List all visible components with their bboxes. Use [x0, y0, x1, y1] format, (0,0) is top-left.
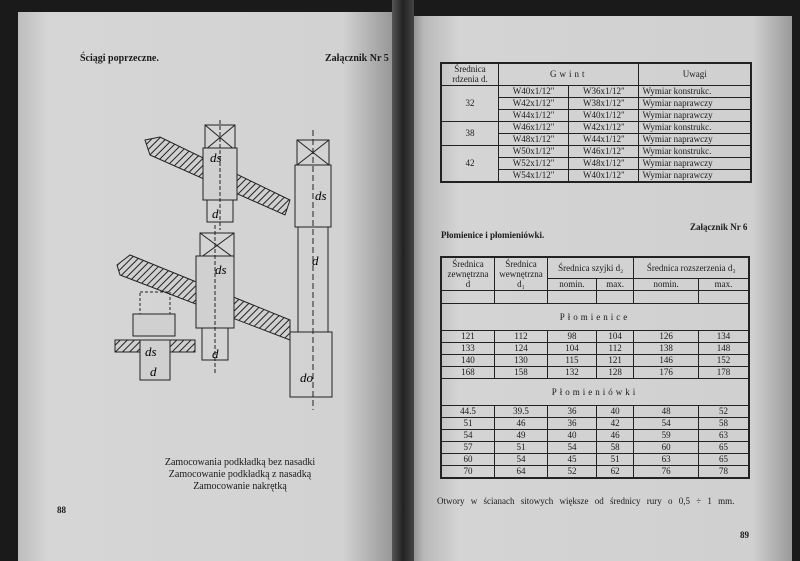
th-neck-diameter: Średnica szyjki d₂ [548, 257, 634, 279]
cell: 46 [495, 418, 548, 430]
th-inner-diameter: Średnica wewnętrzna d₁ [495, 257, 548, 291]
table-row [441, 418, 749, 430]
table-row [441, 466, 749, 479]
table-row [441, 430, 749, 442]
cell-note: Wymiar naprawczy [639, 157, 751, 169]
cell: 128 [596, 367, 634, 379]
right-page-number: 89 [740, 530, 749, 540]
cell: 104 [596, 331, 634, 343]
cell: 36 [548, 418, 597, 430]
label-do: do [300, 370, 313, 385]
th-thread: Gwint [499, 63, 639, 85]
cell: 158 [495, 367, 548, 379]
th-nomin: nomin. [548, 279, 597, 291]
cell: 51 [596, 454, 634, 466]
cell-note: Wymiar konstrukc. [639, 121, 751, 133]
cell: 70 [441, 466, 495, 479]
section-plomieniowki: Płomieniówki [441, 379, 749, 406]
section-title: Płomienice i płomieniówki. [441, 230, 545, 240]
cell: 59 [634, 430, 699, 442]
cell: 78 [698, 466, 749, 479]
cell: 48 [634, 406, 699, 418]
label-d-2: d [212, 346, 219, 361]
table-row [441, 343, 749, 355]
th-nomin: nomin. [634, 279, 699, 291]
cell: 126 [634, 331, 699, 343]
caption-line-3: Zamocowanie nakrętką [193, 481, 287, 492]
th-diameter: Średnica rdzenia d. [441, 63, 499, 85]
cell-thread-2: W44x1/12" [569, 133, 639, 145]
cell-thread-1: W52x1/12" [499, 157, 569, 169]
flue-tube-table [440, 256, 750, 479]
footnote: Otwory w ścianach sitowych większe od średnicy rury o 0,5 ÷ 1 mm. [437, 496, 735, 506]
cell: 40 [596, 406, 634, 418]
label-d-4: d [312, 253, 319, 268]
th-expansion-diameter: Średnica rozszerzenia d₃ [634, 257, 749, 279]
cell: 62 [596, 466, 634, 479]
cell-thread-2: W46x1/12" [569, 145, 639, 157]
cell-thread-2: W40x1/12" [569, 109, 639, 121]
cell-note: Wymiar naprawczy [639, 169, 751, 182]
left-header-title: Ściągi poprzeczne. [80, 53, 159, 64]
cell: 60 [441, 454, 495, 466]
cell-note: Wymiar konstrukc. [639, 85, 751, 97]
table-row [441, 355, 749, 367]
cell: 168 [441, 367, 495, 379]
cell-d: 32 [441, 85, 499, 121]
cell-d: 42 [441, 145, 499, 182]
cell: 148 [698, 343, 749, 355]
cell: 124 [495, 343, 548, 355]
cell: 140 [441, 355, 495, 367]
cell: 60 [634, 442, 699, 454]
caption-line-1: Zamocowania podkładką bez nasadki [164, 457, 316, 468]
label-ds-2: ds [315, 188, 327, 203]
cell: 63 [698, 430, 749, 442]
cell: 104 [548, 343, 597, 355]
cell-d: 38 [441, 121, 499, 145]
cell: 132 [548, 367, 597, 379]
section-plomienice: Płomienice [441, 304, 749, 331]
cell: 65 [698, 454, 749, 466]
cell-thread-1: W42x1/12" [499, 97, 569, 109]
cell: 65 [698, 442, 749, 454]
cell: 98 [548, 331, 597, 343]
cell-thread-1: W54x1/12" [499, 169, 569, 182]
cell: 176 [634, 367, 699, 379]
cell: 58 [596, 442, 634, 454]
cell: 115 [548, 355, 597, 367]
cell-thread-1: W40x1/12" [499, 85, 569, 97]
cell-thread-1: W48x1/12" [499, 133, 569, 145]
cell: 138 [634, 343, 699, 355]
cell: 121 [441, 331, 495, 343]
cell-thread-2: W48x1/12" [569, 157, 639, 169]
label-ds-4: ds [145, 344, 157, 359]
annex-6-label: Załącznik Nr 6 [690, 222, 748, 232]
cell: 178 [698, 367, 749, 379]
label-d-3: d [150, 364, 157, 379]
cell: 52 [548, 466, 597, 479]
cell: 36 [548, 406, 597, 418]
cell: 133 [441, 343, 495, 355]
cell: 42 [596, 418, 634, 430]
cell-thread-2: W40x1/12" [569, 169, 639, 182]
cell: 152 [698, 355, 749, 367]
cell: 134 [698, 331, 749, 343]
th-max: max. [698, 279, 749, 291]
label-ds-3: ds [215, 262, 227, 277]
cell: 130 [495, 355, 548, 367]
cell: 52 [698, 406, 749, 418]
table-row [441, 85, 751, 97]
label-ds-1: ds [210, 150, 222, 165]
cell-thread-2: W42x1/12" [569, 121, 639, 133]
table-row [441, 406, 749, 418]
cell: 51 [495, 442, 548, 454]
cell: 54 [634, 418, 699, 430]
table-row [441, 121, 751, 133]
cell: 112 [596, 343, 634, 355]
table-row [441, 442, 749, 454]
cell: 51 [441, 418, 495, 430]
label-d-1: d [212, 206, 219, 221]
caption-line-2: Zamocowanie podkładką z nasadką [168, 469, 312, 480]
cell-thread-1: W50x1/12" [499, 145, 569, 157]
left-page-number: 88 [57, 505, 66, 515]
th-notes: Uwagi [639, 63, 751, 85]
cell-note: Wymiar naprawczy [639, 97, 751, 109]
cell: 54 [495, 454, 548, 466]
cell-note: Wymiar konstrukc. [639, 145, 751, 157]
thread-table [440, 62, 752, 183]
cell: 40 [548, 430, 597, 442]
th-outer-diameter: Średnica zewnętrzna d [441, 257, 495, 291]
cell: 54 [548, 442, 597, 454]
table-row [441, 145, 751, 157]
cell-thread-1: W46x1/12" [499, 121, 569, 133]
cell: 54 [441, 430, 495, 442]
cell: 58 [698, 418, 749, 430]
cell: 45 [548, 454, 597, 466]
cell: 46 [596, 430, 634, 442]
cell: 146 [634, 355, 699, 367]
cell: 57 [441, 442, 495, 454]
cell: 121 [596, 355, 634, 367]
th-max: max. [596, 279, 634, 291]
cell-thread-2: W38x1/12" [569, 97, 639, 109]
cell: 63 [634, 454, 699, 466]
cell: 112 [495, 331, 548, 343]
table-row [441, 331, 749, 343]
cell-thread-2: W36x1/12" [569, 85, 639, 97]
table-row [441, 367, 749, 379]
table-row [441, 454, 749, 466]
cell-note: Wymiar naprawczy [639, 133, 751, 145]
cell-note: Wymiar naprawczy [639, 109, 751, 121]
cell: 64 [495, 466, 548, 479]
cell: 44.5 [441, 406, 495, 418]
cell: 39.5 [495, 406, 548, 418]
figure-caption [130, 457, 350, 493]
cell: 49 [495, 430, 548, 442]
cell: 76 [634, 466, 699, 479]
left-header-annex: Załącznik Nr 5 [325, 53, 389, 64]
cell-thread-1: W44x1/12" [499, 109, 569, 121]
